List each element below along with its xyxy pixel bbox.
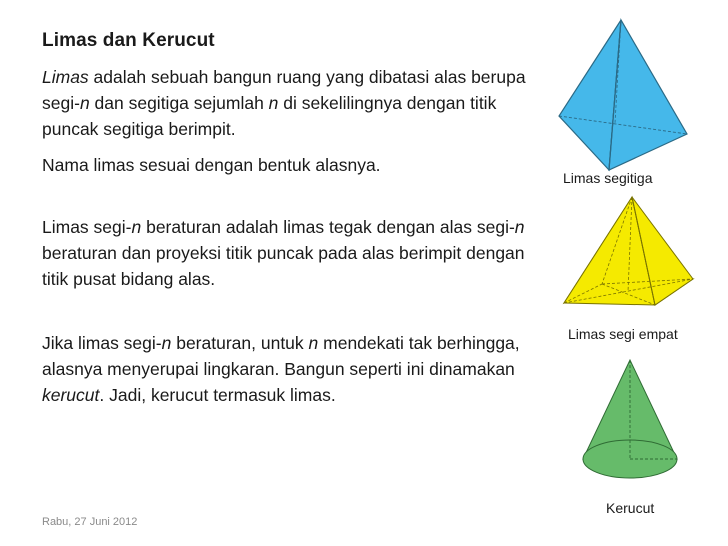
paragraph-naming: Nama limas sesuai dengan bentuk alasnya. [42,155,381,175]
text-fragment: beraturan dan proyeksi titik puncak pada alas berimpit dengan titik pusat bidang alas. [42,243,525,289]
triangular-pyramid-figure [555,18,690,183]
text-fragment: mendekati tak berhingga, alasnya menyerupai lingkaran. Bangun seperti ini dinamakan [42,333,520,379]
term-kerucut: kerucut [42,385,100,405]
term-limas: Limas [42,67,89,87]
text-fragment: adalah sebuah bangun ruang yang dibatasi alas berupa segi- [42,67,526,113]
triangular-pyramid-icon [555,18,690,183]
variable-n: n [131,217,142,237]
text-fragment: Jika limas segi- [42,333,162,353]
caption-triangular-pyramid: Limas segitiga [563,170,653,186]
caption-square-pyramid: Limas segi empat [568,326,678,342]
variable-n: n [79,93,90,113]
text-fragment: di sekelilingnya dengan titik puncak segitiga berimpit. [42,93,497,139]
caption-cone: Kerucut [606,500,655,516]
paragraph-definition [42,64,542,142]
cone-figure [580,358,680,483]
variable-n: n [161,333,172,353]
footer-date: Rabu, 27 Juni 2012 [42,516,138,528]
variable-n: n [514,217,525,237]
paragraph-cone [42,330,542,408]
variable-n: n [308,333,319,353]
variable-n: n [268,93,279,113]
slide-title: Limas dan Kerucut [42,30,215,51]
text-fragment: dan segitiga sejumlah [89,93,269,113]
text-fragment: Limas segi- [42,217,132,237]
text-fragment: . Jadi, kerucut termasuk limas. [99,385,336,405]
text-fragment: beraturan adalah limas tegak dengan alas segi- [141,217,515,237]
square-pyramid-icon [560,195,695,310]
cone-icon [580,358,680,483]
paragraph-regular-pyramid [42,214,542,292]
square-pyramid-figure [560,195,695,310]
text-fragment: beraturan, untuk [171,333,309,353]
